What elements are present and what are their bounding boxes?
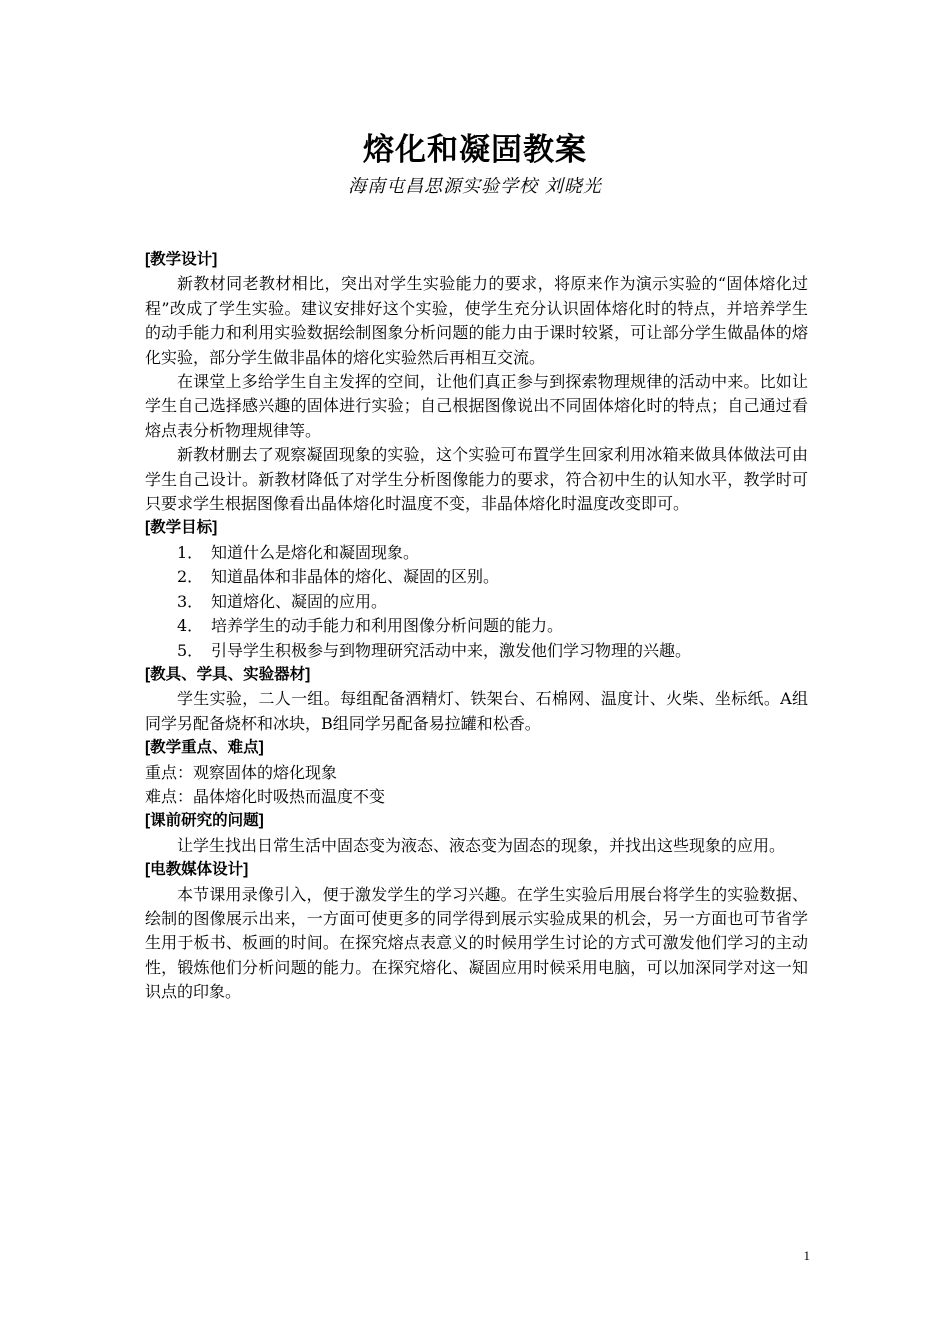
- section-heading-goals: [教学目标]: [145, 519, 218, 537]
- goal-number: 4．: [177, 616, 204, 636]
- goal-text: 引导学生积极参与到物理研究活动中来，激发他们学习物理的兴趣。: [211, 640, 692, 660]
- focus-line: 重点：观察固体的熔化现象: [145, 762, 338, 782]
- goal-text: 知道晶体和非晶体的熔化、凝固的区别。: [211, 567, 500, 587]
- goal-number: 1．: [177, 542, 204, 562]
- page-title: 熔化和凝固教案: [363, 132, 587, 168]
- author-line: 海南屯昌思源实验学校 刘晓光: [348, 176, 602, 197]
- goal-text: 知道熔化、凝固的应用。: [211, 591, 388, 611]
- media-paragraph: 本节课用录像引入，便于激发学生的学习兴趣。在学生实验后用展台将学生的实验数据、绘制的图像展示出来，一方面可使更多的同学得到展示实验成果的机会，另一方面也可节省学生用于板书、板画的时间。在探究熔点表意义的时候用学生讨论的方式可激发他们学习的主动性，锻炼他们分析问题的能力。在探究熔化、凝固应用时候采用电脑，可以加深同学对这一知识点的印象。: [145, 884, 808, 1002]
- equipment-paragraph: 学生实验，二人一组。每组配备酒精灯、铁架台、石棉网、温度计、火柴、坐标纸。A组同学另配备烧杯和冰块，B组同学另配备易拉罐和松香。: [145, 689, 808, 733]
- goal-item: [145, 590, 808, 614]
- goal-text: 培养学生的动手能力和利用图像分析问题的能力。: [211, 616, 564, 636]
- goal-item: [145, 541, 808, 565]
- goal-text: 知道什么是熔化和凝固现象。: [211, 542, 420, 562]
- goal-number: 2．: [177, 567, 204, 587]
- goal-number: 5．: [177, 640, 204, 660]
- section-heading-design: [教学设计]: [145, 251, 218, 268]
- section-heading-pre-class: [课前研究的问题]: [145, 812, 264, 830]
- difficulty-line: 难点：晶体熔化时吸热而温度不变: [145, 786, 386, 806]
- design-paragraph-2: 在课堂上多给学生自主发挥的空间，让他们真正参与到探索物理规律的活动中来。比如让学生自己选择感兴趣的固体进行实验；自己根据图像说出不同固体熔化时的特点；自己通过看熔点表分析物理规律等。: [145, 372, 808, 440]
- goal-item: [145, 614, 808, 638]
- goal-item: [145, 565, 808, 589]
- document-body: [145, 248, 808, 1005]
- design-paragraph-3: 新教材删去了观察凝固现象的实验，这个实验可布置学生回家利用冰箱来做具体做法可由学生自己设计。新教材降低了对学生分析图像能力的要求，符合初中生的认知水平，教学时可只要求学生根据图像看出晶体熔化时温度不变，非晶体熔化时温度改变即可。: [145, 445, 808, 514]
- goal-number: 3．: [177, 591, 204, 611]
- pre-class-paragraph: 让学生找出日常生活中固态变为液态、液态变为固态的现象，并找出这些现象的应用。: [177, 835, 786, 855]
- section-heading-media: [电教媒体设计]: [145, 861, 249, 879]
- section-heading-equipment: [教具、学具、实验器材]: [145, 665, 311, 683]
- goal-item: [145, 639, 808, 663]
- page-number: 1: [803, 1248, 810, 1263]
- design-paragraph-1: 新教材同老教材相比，突出对学生实验能力的要求，将原来作为演示实验的“固体熔化过程”改成了学生实验。建议安排好这个实验，使学生充分认识固体熔化时的特点，并培养学生的动手能力和利用实验数据绘制图象分析问题的能力由于课时较紧，可让部分学生做晶体的熔化实验，部分学生做非晶体的熔化实验然后再相互交流。: [145, 274, 808, 367]
- section-heading-key-points: [教学重点、难点]: [145, 739, 264, 757]
